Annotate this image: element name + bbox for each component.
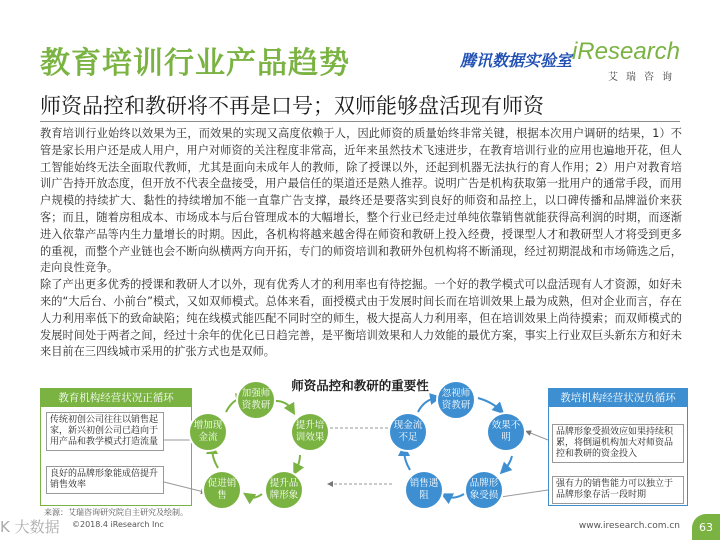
diagram-title: 师资品控和教研的重要性: [291, 378, 429, 393]
cycle-node-brand-damaged: 品牌形象受损: [464, 470, 504, 510]
page-title: 教育培训行业产品趋势: [40, 46, 350, 81]
source-note: 来源：艾瑞咨询研究院自主研究及绘制。: [44, 508, 188, 517]
positive-note-1: 传统初创公司往往以销售起家，新兴初创公司已趋向于用产品和教学模式打造流量: [46, 412, 164, 451]
negative-note-1: 品牌形象受损效应如果持续积累，将倒逼机构加大对师资品控和教研的资金投入: [552, 424, 684, 463]
cycle-node-unclear-effect: 效果不明: [486, 412, 526, 452]
footer-url[interactable]: www.iresearch.com.cn: [578, 521, 680, 531]
iresearch-logo: iResearch: [571, 38, 680, 65]
positive-note-2: 良好的品牌形象能成倍提升销售效率: [46, 466, 164, 494]
body-paragraph-2: 除了产出更多优秀的授课和教研人才以外，现有优秀人才的利用率也有待挖掘。一个好的教学模式可以盘活现有人才资源，如好未来的“大后台、小前台”模式，又如双师模式。总体来看，面授模式由于发展时间长而在培训效果上最为成熟，但对企业而言，存在人力利用率低下的致命缺陷；纯在线模式能匹配不同时空的师生，极大提高人力利用率，但在培训效果上尚待摸索；而双师模式的发展时间处于两者之间，经过十余年的优化已日趋完善，是平衡培训效果和人力效能的最优方案，事实上行业双巨头新东方和好未来目前在三四线城市采用的扩张方式也是双师。: [40, 278, 682, 359]
cycle-node-increase-cashflow: 增加现金流: [188, 412, 228, 452]
cycle-node-cashflow-insufficient: 现金流不足: [388, 412, 428, 452]
negative-cycle-header: 教培机构经营状况负循环: [549, 389, 687, 407]
cycle-node-improve-brand: 提升品牌形象: [264, 470, 304, 510]
cycle-node-strengthen-teachers: 加强师资教研: [236, 380, 276, 420]
tencent-data-lab-logo: 腾讯数据实验室: [460, 51, 573, 70]
cycle-node-improve-effect: 提升培训效果: [290, 412, 330, 452]
cycle-node-neglect-teachers: 忽视师资教研: [436, 380, 476, 420]
negative-note-2: 强有力的销售能力可以独立于品牌形象存活一段时期: [552, 476, 684, 504]
cycle-node-sales-blocked: 销售遇阻: [404, 470, 444, 510]
copyright: ©2018.4 iResearch Inc: [72, 520, 164, 529]
watermark: K 大数据: [0, 518, 60, 536]
positive-cycle-header: 教育机构经营状况正循环: [41, 389, 191, 407]
page-number: 63: [692, 514, 720, 540]
body-paragraph-1: 教育培训行业始终以效果为王，而效果的实现又高度依赖于人，因此师资的质量始终非常关键，根据本次用户调研的结果，1）不管是家长用户还是成人用户，用户对师资的关注程度非常高，近年来虽然技术飞速进步，在教育培训行业的应用也遍地开花，但人工智能始终无法全面取代教师，尤其是面向未成年人的教师，除了授课以外，还起到机器无法执行的育人作用；2）用户对教育培训广告持开放态度，但开放不代表全盘接受，用户最信任的渠道还是熟人推荐。说明广告是机构获取第一批用户的通常手段，而用户规模的持续扩大、黏性的持续增加不能一直靠广告支撑，最终还是要落实到良好的师资和品控上，以口碑传播和品牌溢价来获客；而且，随着房租成本、市场成本与后台管理成本的大幅增长，整个行业已经走过单纯依靠销售就能获得高利润的时期，而逐渐进入依靠产品等内生力量增长的时期。因此，各机构将越来越舍得在师资和教研上投入经费，授课型人才和教研型人才将受到更多的重视，而整个产业链也会不断向纵横两方向开拓，专门的师资培训和教研外包机构将不断涌现，经过初期混战和市场筛选之后，走向良性竞争。: [40, 127, 682, 275]
iresearch-logo-subtitle: 艾瑞咨询: [608, 72, 680, 83]
page-subtitle: 师资品控和教研将不再是口号；双师能够盘活现有师资: [40, 94, 544, 118]
cycle-node-promote-sales: 促进销售: [202, 470, 242, 510]
